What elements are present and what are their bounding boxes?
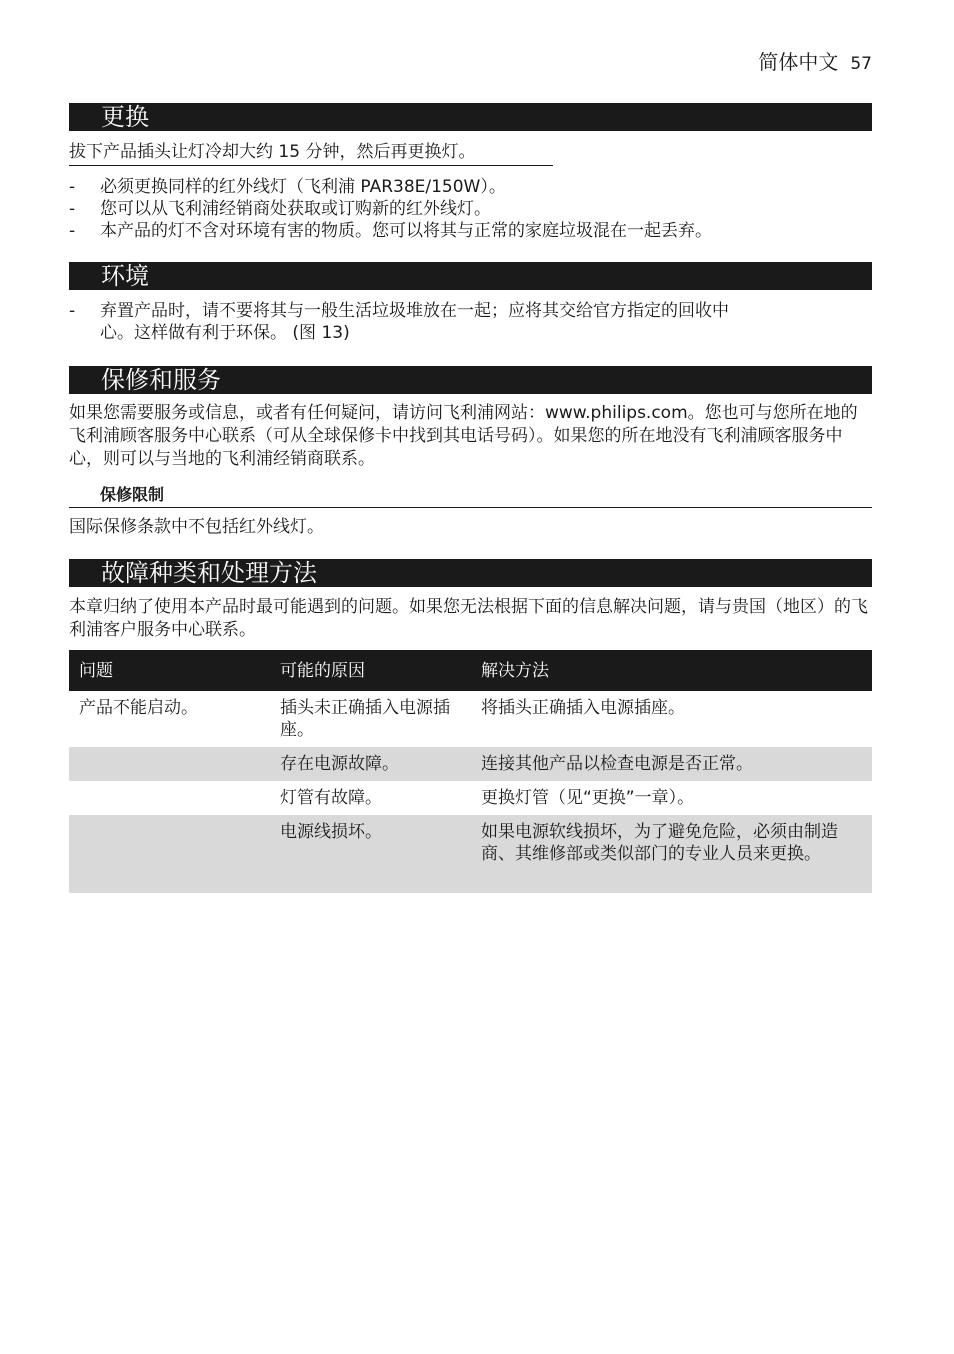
- column-header-cause: 可能的原因: [270, 650, 471, 691]
- list-item: - 弃置产品时，请不要将其与一般生活垃圾堆放在一起；应将其交给官方指定的回收中 心。这样做有利于环保。 (图 13): [69, 301, 729, 343]
- table-header-row: [69, 650, 872, 691]
- page-header: [758, 46, 872, 75]
- section-title-troubleshooting: 故障种类和处理方法: [69, 559, 872, 587]
- environment-bullet-list: [69, 300, 872, 344]
- table-row: [69, 781, 872, 815]
- cell-problem: [69, 781, 270, 815]
- warranty-paragraph: 如果您需要服务或信息，或者有任何疑问，请访问飞利浦网站：www.philips.com。您也可与您所在地的飞利浦顾客服务中心联系（可从全球保修卡中找到其电话号码）。如果您的所在地没有飞利浦顾客服务中心，则可以与当地的飞利浦经销商联系。: [69, 403, 858, 469]
- cell-problem: [69, 815, 270, 893]
- replace-bullet-list: [69, 176, 872, 242]
- list-item: - 本产品的灯不含对环境有害的物质。您可以将其与正常的家庭垃圾混在一起丢弃。: [69, 221, 712, 241]
- cell-cause: 存在电源故障。: [270, 747, 471, 781]
- section-title-environment: 环境: [69, 262, 872, 290]
- cell-cause: 灯管有故障。: [280, 788, 382, 808]
- instruction-underline: [69, 165, 553, 166]
- table-row: [69, 691, 872, 747]
- warranty-limit-text: 国际保修条款中不包括红外线灯。: [69, 517, 324, 537]
- troubleshooting-table: [69, 650, 872, 893]
- replace-instruction: 拔下产品插头让灯冷却大约 15 分钟，然后再更换灯。: [69, 142, 476, 162]
- warranty-limit-heading: 保修限制: [100, 485, 165, 504]
- cell-solution: 连接其他产品以检查电源是否正常。: [471, 747, 872, 781]
- cell-cause: 电源线损坏。: [270, 815, 471, 893]
- cell-solution: 如果电源软线损坏，为了避免危险，必须由制造商、其维修部或类似部门的专业人员来更换。: [471, 815, 872, 893]
- list-item: - 必须更换同样的红外线灯（飞利浦 PAR38E/150W）。: [69, 177, 506, 197]
- table-row: [69, 747, 872, 781]
- page-number: 57: [850, 54, 872, 74]
- subheading-rule: [69, 507, 872, 508]
- column-header-problem: 问题: [69, 650, 270, 691]
- section-title-warranty: 保修和服务: [69, 366, 872, 394]
- list-item: - 您可以从飞利浦经销商处获取或订购新的红外线灯。: [69, 199, 491, 219]
- section-title-replace: 更换: [69, 103, 872, 131]
- table-row: [69, 815, 872, 893]
- troubleshooting-intro: 本章归纳了使用本产品时最可能遇到的问题。如果您无法根据下面的信息解决问题，请与贵国（地区）的飞利浦客户服务中心联系。: [69, 597, 868, 640]
- column-header-solution: 解决方法: [471, 650, 872, 691]
- cell-problem: 产品不能启动。: [79, 698, 198, 718]
- cell-cause: 插头未正确插入电源插座。: [280, 698, 450, 740]
- cell-solution: 将插头正确插入电源插座。: [481, 698, 685, 718]
- cell-problem: [69, 747, 270, 781]
- cell-solution: 更换灯管（见“更换”一章）。: [481, 788, 695, 808]
- language-label: 简体中文: [758, 50, 839, 74]
